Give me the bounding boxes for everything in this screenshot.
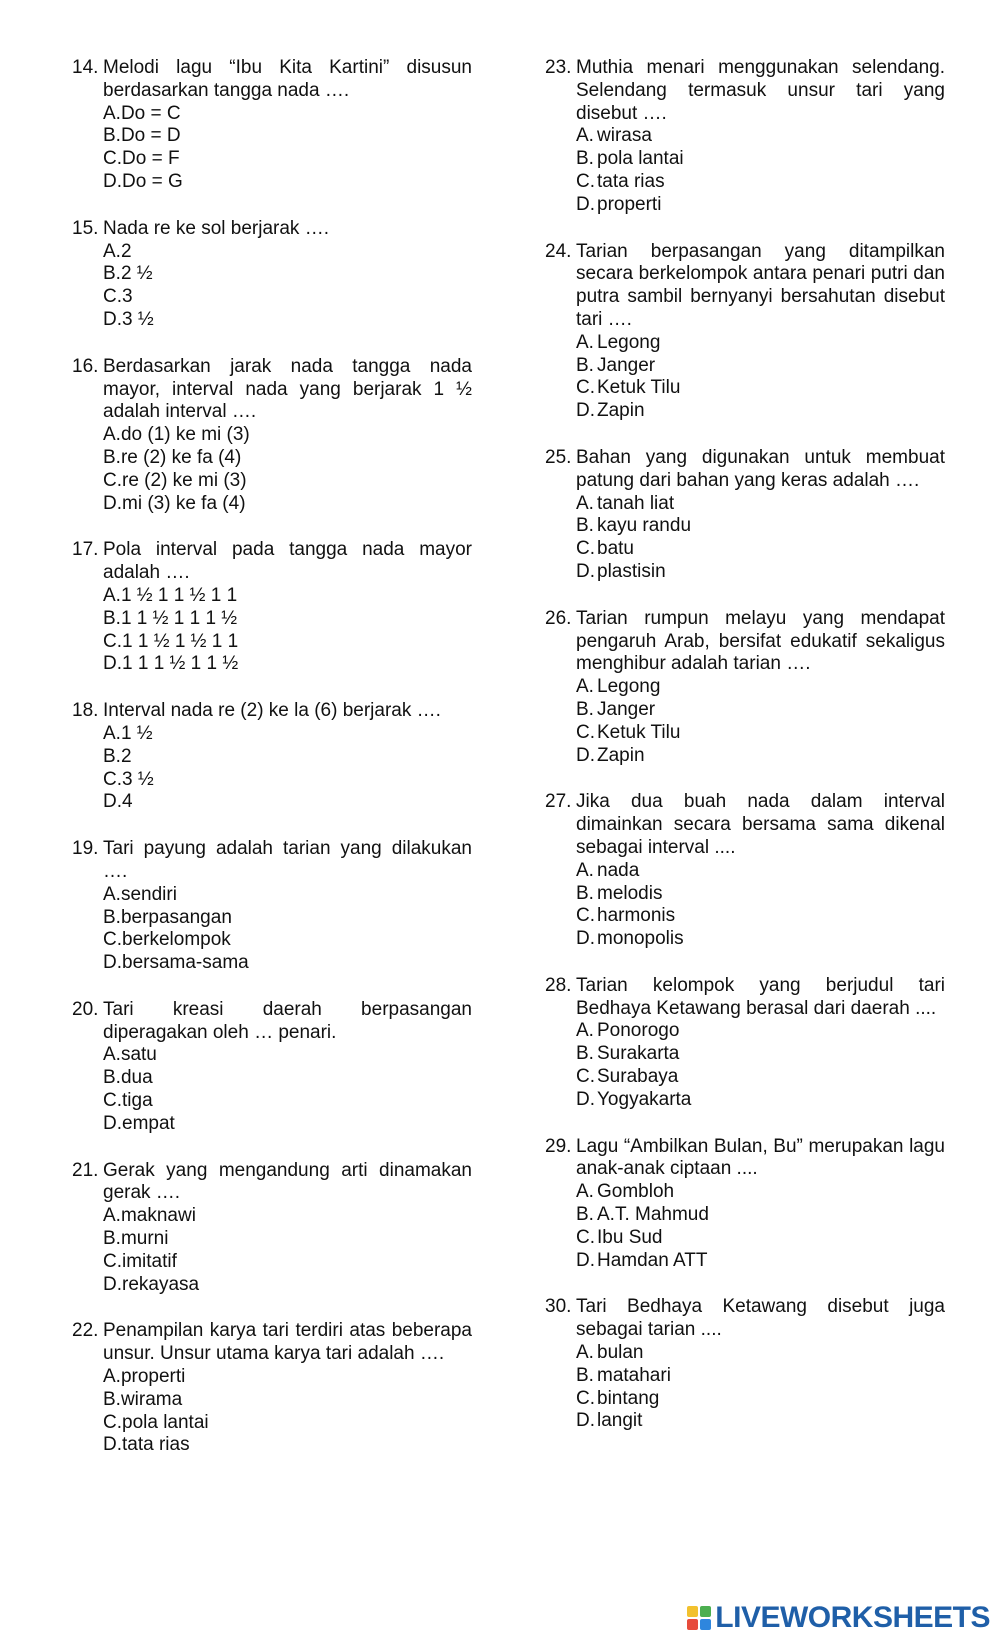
option-letter: A. (103, 883, 121, 905)
answer-option[interactable] (576, 1410, 945, 1433)
option-letter: A. (576, 331, 594, 353)
option-letter: A. (576, 859, 594, 881)
option-letter: D. (103, 791, 122, 813)
option-letter: A. (103, 584, 121, 606)
answer-option[interactable] (103, 125, 472, 148)
option-text: pola lantai (597, 148, 684, 170)
question-item (72, 57, 472, 194)
logo-text: LIVEWORKSHEETS (715, 1601, 990, 1634)
option-text: bulan (597, 1342, 644, 1364)
question-stem (72, 999, 472, 1045)
answer-option[interactable] (576, 928, 945, 951)
option-text: 1 1 ½ 1 1 1 ½ (120, 607, 238, 629)
question-stem (545, 791, 945, 859)
option-letter: D. (103, 952, 122, 974)
question-stem (72, 57, 472, 103)
question-text: Interval nada re (2) ke la (6) berjarak …. (103, 700, 441, 722)
option-letter: C. (103, 148, 122, 170)
option-text: 3 (122, 286, 133, 308)
option-text: Ponorogo (597, 1020, 680, 1042)
answer-option[interactable] (576, 1227, 945, 1250)
option-text: imitatif (122, 1250, 177, 1272)
question-stem (545, 975, 945, 1021)
option-letter: A. (576, 1342, 594, 1364)
answer-option[interactable] (103, 952, 472, 975)
question-stem (72, 838, 472, 884)
option-letter: B. (576, 1364, 594, 1386)
option-text: murni (120, 1228, 169, 1250)
question-text: Tarian rumpun melayu yang mendapat pengaruh Arab, bersifat edukatif sekaligus menghibur adalah tarian …. (576, 607, 945, 675)
option-letter: D. (576, 1410, 595, 1432)
question-text: Tarian kelompok yang berjudul tari Bedhaya Ketawang berasal dari daerah .... (576, 974, 945, 1019)
question-stem (72, 539, 472, 585)
question-text: Jika dua buah nada dalam interval dimainkan secara bersama sama dikenal sebagai interval .... (576, 791, 945, 858)
question-item (72, 838, 472, 975)
option-letter: A. (103, 722, 121, 744)
answer-option[interactable] (576, 745, 945, 768)
option-letter: C. (576, 1066, 595, 1088)
option-text: Zapin (597, 400, 645, 422)
option-letter: B. (103, 125, 121, 147)
option-text: do (1) ke mi (3) (120, 424, 250, 446)
answer-option[interactable] (103, 929, 472, 952)
answer-options (72, 723, 472, 814)
option-text: melodis (597, 882, 663, 904)
option-letter: C. (103, 1411, 122, 1433)
option-text: Janger (597, 354, 656, 376)
question-stem (545, 57, 945, 125)
answer-option[interactable] (103, 103, 472, 126)
question-stem (72, 700, 472, 723)
answer-option[interactable] (576, 355, 945, 378)
question-text: Muthia menari menggunakan selendang. Selendang termasuk unsur tari yang disebut …. (576, 57, 945, 124)
option-letter: D. (576, 400, 595, 422)
option-text: Ibu Sud (597, 1226, 663, 1248)
question-text: Lagu “Ambilkan Bulan, Bu” merupakan lagu anak-anak ciptaan .... (576, 1135, 945, 1180)
answer-options (545, 860, 945, 951)
option-text: 2 ½ (120, 263, 153, 285)
option-letter: B. (103, 1228, 121, 1250)
answer-option[interactable] (576, 1342, 945, 1365)
answer-option[interactable] (576, 515, 945, 538)
answer-option[interactable] (103, 631, 472, 654)
option-letter: C. (103, 1090, 122, 1112)
option-text: Surakarta (597, 1043, 680, 1065)
answer-option[interactable] (576, 883, 945, 906)
option-text: Do = C (120, 102, 181, 124)
answer-options (72, 241, 472, 332)
option-text: tanah liat (597, 492, 675, 514)
option-text: mi (3) ke fa (4) (122, 492, 246, 514)
question-item (72, 218, 472, 332)
question-number: 26. (545, 607, 572, 629)
answer-option[interactable] (576, 377, 945, 400)
question-item (72, 539, 472, 676)
option-letter: D. (576, 560, 595, 582)
option-letter: C. (103, 469, 122, 491)
option-letter: B. (103, 745, 121, 767)
answer-option[interactable] (103, 1090, 472, 1113)
option-text: 2 (120, 745, 132, 767)
option-text: berpasangan (120, 906, 232, 928)
option-text: empat (122, 1112, 175, 1134)
answer-options (72, 424, 472, 515)
question-number: 22. (72, 1320, 99, 1342)
logo-tiles-icon (687, 1606, 711, 1630)
answer-option[interactable] (103, 769, 472, 792)
answer-options (72, 103, 472, 194)
left-question-column (72, 57, 472, 1481)
option-letter: D. (576, 1249, 595, 1271)
question-number: 29. (545, 1135, 572, 1157)
answer-option[interactable] (103, 241, 472, 264)
option-text: Do = D (120, 125, 181, 147)
answer-option[interactable] (576, 332, 945, 355)
answer-option[interactable] (103, 263, 472, 286)
option-text: plastisin (597, 560, 666, 582)
option-letter: D. (576, 928, 595, 950)
question-text: Nada re ke sol berjarak …. (103, 217, 329, 239)
question-number: 16. (72, 355, 99, 377)
option-letter: C. (103, 286, 122, 308)
option-letter: D. (576, 744, 595, 766)
option-text: rekayasa (122, 1273, 200, 1295)
logo-tile (687, 1619, 698, 1630)
option-letter: B. (576, 354, 594, 376)
question-text: Pola interval pada tangga nada mayor adalah …. (103, 539, 472, 584)
answer-options (545, 493, 945, 584)
answer-option[interactable] (576, 1020, 945, 1043)
option-text: berkelompok (122, 929, 231, 951)
answer-option[interactable] (103, 424, 472, 447)
answer-options (545, 1020, 945, 1111)
option-letter: B. (103, 607, 121, 629)
question-number: 21. (72, 1159, 99, 1181)
answer-option[interactable] (576, 1204, 945, 1227)
option-text: Gombloh (597, 1181, 675, 1203)
question-text: Gerak yang mengandung arti dinamakan gerak …. (103, 1159, 472, 1204)
answer-option[interactable] (576, 1365, 945, 1388)
question-stem (72, 218, 472, 241)
option-letter: A. (103, 424, 121, 446)
option-letter: D. (103, 170, 122, 192)
option-text: 4 (122, 791, 133, 813)
answer-option[interactable] (103, 1366, 472, 1389)
option-text: maknawi (120, 1205, 196, 1227)
option-letter: C. (576, 1387, 595, 1409)
option-text: Yogyakarta (597, 1088, 692, 1110)
option-letter: B. (103, 446, 121, 468)
question-stem (545, 447, 945, 493)
option-text: batu (597, 538, 634, 560)
question-stem (545, 241, 945, 332)
option-text: 2 (120, 240, 132, 262)
question-text: Tari payung adalah tarian yang dilakukan …. (103, 838, 472, 882)
option-letter: B. (576, 698, 594, 720)
logo-tile (700, 1606, 711, 1617)
option-letter: C. (576, 905, 595, 927)
option-text: bintang (597, 1387, 660, 1409)
question-text: Tarian berpasangan yang ditampilkan secara berkelompok antara penari putri dan putra sambil bernyanyi bersahutan disebut tari …. (576, 240, 945, 330)
question-number: 30. (545, 1296, 572, 1318)
answer-options (72, 1044, 472, 1135)
question-number: 19. (72, 838, 99, 860)
answer-option[interactable] (103, 1205, 472, 1228)
answer-option[interactable] (103, 907, 472, 930)
option-letter: B. (576, 148, 594, 170)
answer-option[interactable] (103, 1274, 472, 1297)
answer-option[interactable] (103, 1251, 472, 1274)
option-text: pola lantai (122, 1411, 209, 1433)
option-text: Hamdan ATT (597, 1249, 708, 1271)
option-text: langit (597, 1410, 643, 1432)
answer-option[interactable] (103, 1044, 472, 1067)
answer-options (545, 1181, 945, 1272)
answer-options (72, 1366, 472, 1457)
option-text: matahari (597, 1364, 671, 1386)
answer-option[interactable] (576, 171, 945, 194)
option-text: tata rias (597, 170, 665, 192)
option-text: Legong (597, 331, 661, 353)
option-text: wirasa (597, 125, 652, 147)
question-stem (72, 356, 472, 424)
question-stem (545, 1296, 945, 1342)
answer-option[interactable] (576, 860, 945, 883)
answer-option[interactable] (576, 493, 945, 516)
question-item (72, 1160, 472, 1297)
answer-option[interactable] (576, 722, 945, 745)
question-number: 25. (545, 446, 572, 468)
question-stem (545, 1136, 945, 1182)
option-letter: A. (576, 125, 594, 147)
question-item (545, 975, 945, 1112)
option-text: 3 ½ (122, 768, 154, 790)
option-letter: A. (576, 1020, 594, 1042)
option-letter: A. (103, 102, 121, 124)
option-text: wirama (120, 1388, 183, 1410)
option-text: 1 1 ½ 1 ½ 1 1 (122, 630, 239, 652)
option-text: satu (120, 1044, 157, 1066)
option-text: re (2) ke mi (3) (122, 469, 247, 491)
answer-option[interactable] (576, 699, 945, 722)
option-text: sendiri (120, 883, 177, 905)
question-stem (72, 1320, 472, 1366)
liveworksheets-logo[interactable] (687, 1603, 990, 1633)
option-text: Janger (597, 698, 656, 720)
option-letter: D. (103, 653, 122, 675)
answer-option[interactable] (103, 1228, 472, 1251)
answer-options (545, 676, 945, 767)
option-letter: C. (576, 538, 595, 560)
question-item (545, 791, 945, 951)
answer-option[interactable] (576, 905, 945, 928)
question-number: 23. (545, 57, 572, 78)
option-text: Ketuk Tilu (597, 377, 681, 399)
question-text: Penampilan karya tari terdiri atas beberapa unsur. Unsur utama karya tari adalah …. (103, 1320, 472, 1365)
question-number: 14. (72, 57, 99, 78)
answer-option[interactable] (576, 1388, 945, 1411)
answer-option[interactable] (103, 608, 472, 631)
option-letter: B. (103, 1067, 121, 1089)
answer-options (545, 125, 945, 216)
option-letter: B. (103, 1388, 121, 1410)
option-letter: B. (576, 882, 594, 904)
answer-option[interactable] (103, 653, 472, 676)
option-letter: D. (576, 1088, 595, 1110)
option-text: re (2) ke fa (4) (120, 446, 242, 468)
answer-option[interactable] (103, 746, 472, 769)
answer-option[interactable] (103, 1389, 472, 1412)
question-item (72, 999, 472, 1136)
question-item (545, 1136, 945, 1273)
option-text: bersama-sama (122, 952, 249, 974)
question-number: 20. (72, 998, 99, 1020)
logo-tile (700, 1619, 711, 1630)
option-letter: A. (576, 1181, 594, 1203)
answer-option[interactable] (576, 148, 945, 171)
answer-option[interactable] (576, 1043, 945, 1066)
option-letter: C. (103, 1250, 122, 1272)
answer-options (72, 884, 472, 975)
answer-option[interactable] (576, 538, 945, 561)
question-item (72, 700, 472, 814)
question-text: Tari Bedhaya Ketawang disebut juga sebagai tarian .... (576, 1296, 945, 1341)
answer-option[interactable] (103, 585, 472, 608)
option-text: Do = G (122, 170, 183, 192)
right-question-column (545, 57, 945, 1457)
question-item (72, 1320, 472, 1457)
option-letter: A. (576, 676, 594, 698)
option-text: 1 ½ 1 1 ½ 1 1 (120, 584, 238, 606)
question-text: Berdasarkan jarak nada tangga nada mayor, interval nada yang berjarak 1 ½ adalah interval …. (103, 355, 472, 423)
option-text: 3 ½ (122, 308, 154, 330)
option-text: kayu randu (597, 515, 692, 537)
answer-option[interactable] (576, 125, 945, 148)
answer-option[interactable] (576, 676, 945, 699)
option-letter: B. (103, 263, 121, 285)
option-text: dua (120, 1067, 153, 1089)
answer-options (545, 1342, 945, 1433)
question-stem (545, 608, 945, 676)
option-letter: A. (103, 240, 121, 262)
answer-option[interactable] (576, 1181, 945, 1204)
option-text: Ketuk Tilu (597, 721, 681, 743)
option-letter: C. (576, 721, 595, 743)
answer-option[interactable] (103, 884, 472, 907)
question-item (545, 447, 945, 584)
option-text: tiga (122, 1090, 153, 1112)
option-letter: B. (576, 1043, 594, 1065)
option-text: nada (597, 859, 640, 881)
answer-option[interactable] (576, 194, 945, 217)
option-letter: D. (103, 1112, 122, 1134)
question-number: 28. (545, 974, 572, 996)
answer-option[interactable] (103, 148, 472, 171)
answer-option[interactable] (103, 1113, 472, 1136)
option-text: properti (120, 1366, 186, 1388)
answer-option[interactable] (103, 1434, 472, 1457)
option-letter: C. (576, 1226, 595, 1248)
answer-options (545, 332, 945, 423)
option-text: 1 ½ (120, 722, 153, 744)
answer-option[interactable] (103, 309, 472, 332)
option-letter: D. (103, 1273, 122, 1295)
question-item (545, 608, 945, 768)
answer-option[interactable] (576, 561, 945, 584)
option-text: Zapin (597, 744, 645, 766)
option-letter: A. (576, 492, 594, 514)
option-letter: C. (576, 377, 595, 399)
option-letter: D. (103, 492, 122, 514)
question-number: 15. (72, 217, 99, 239)
option-letter: C. (576, 170, 595, 192)
option-text: Legong (597, 676, 661, 698)
question-item (545, 57, 945, 217)
question-number: 18. (72, 700, 99, 722)
answer-option[interactable] (576, 1089, 945, 1112)
answer-option[interactable] (103, 470, 472, 493)
option-letter: A. (103, 1205, 121, 1227)
option-letter: A. (103, 1366, 121, 1388)
answer-option[interactable] (103, 286, 472, 309)
answer-options (72, 585, 472, 676)
question-item (72, 356, 472, 516)
option-text: monopolis (597, 928, 684, 950)
option-text: properti (597, 193, 662, 215)
option-letter: C. (103, 768, 122, 790)
option-text: 1 1 1 ½ 1 1 ½ (122, 653, 239, 675)
option-letter: C. (103, 630, 122, 652)
option-letter: D. (103, 308, 122, 330)
answer-option[interactable] (103, 493, 472, 516)
option-text: tata rias (122, 1434, 190, 1456)
question-text: Bahan yang digunakan untuk membuat patung dari bahan yang keras adalah …. (576, 446, 945, 491)
answer-option[interactable] (103, 791, 472, 814)
answer-option[interactable] (576, 1066, 945, 1089)
answer-option[interactable] (576, 1250, 945, 1273)
answer-option[interactable] (103, 1067, 472, 1090)
option-letter: B. (576, 515, 594, 537)
logo-tile (687, 1606, 698, 1617)
question-item (545, 1296, 945, 1433)
question-number: 24. (545, 240, 572, 262)
question-stem (72, 1160, 472, 1206)
answer-option[interactable] (103, 1412, 472, 1435)
option-letter: B. (576, 1204, 594, 1226)
option-text: harmonis (597, 905, 676, 927)
option-letter: A. (103, 1044, 121, 1066)
answer-options (72, 1205, 472, 1296)
option-text: Do = F (122, 148, 180, 170)
option-letter: D. (103, 1434, 122, 1456)
option-text: Surabaya (597, 1066, 679, 1088)
answer-option[interactable] (103, 447, 472, 470)
answer-option[interactable] (103, 723, 472, 746)
question-number: 27. (545, 791, 572, 813)
answer-option[interactable] (103, 171, 472, 194)
option-letter: B. (103, 906, 121, 928)
option-letter: D. (576, 193, 595, 215)
option-letter: C. (103, 929, 122, 951)
question-item (545, 241, 945, 423)
question-text: Tari kreasi daerah berpasangan diperagakan oleh … penari. (103, 998, 472, 1043)
question-number: 17. (72, 539, 99, 561)
answer-option[interactable] (576, 400, 945, 423)
question-text: Melodi lagu “Ibu Kita Kartini” disusun berdasarkan tangga nada …. (103, 57, 472, 101)
option-text: A.T. Mahmud (597, 1204, 709, 1226)
